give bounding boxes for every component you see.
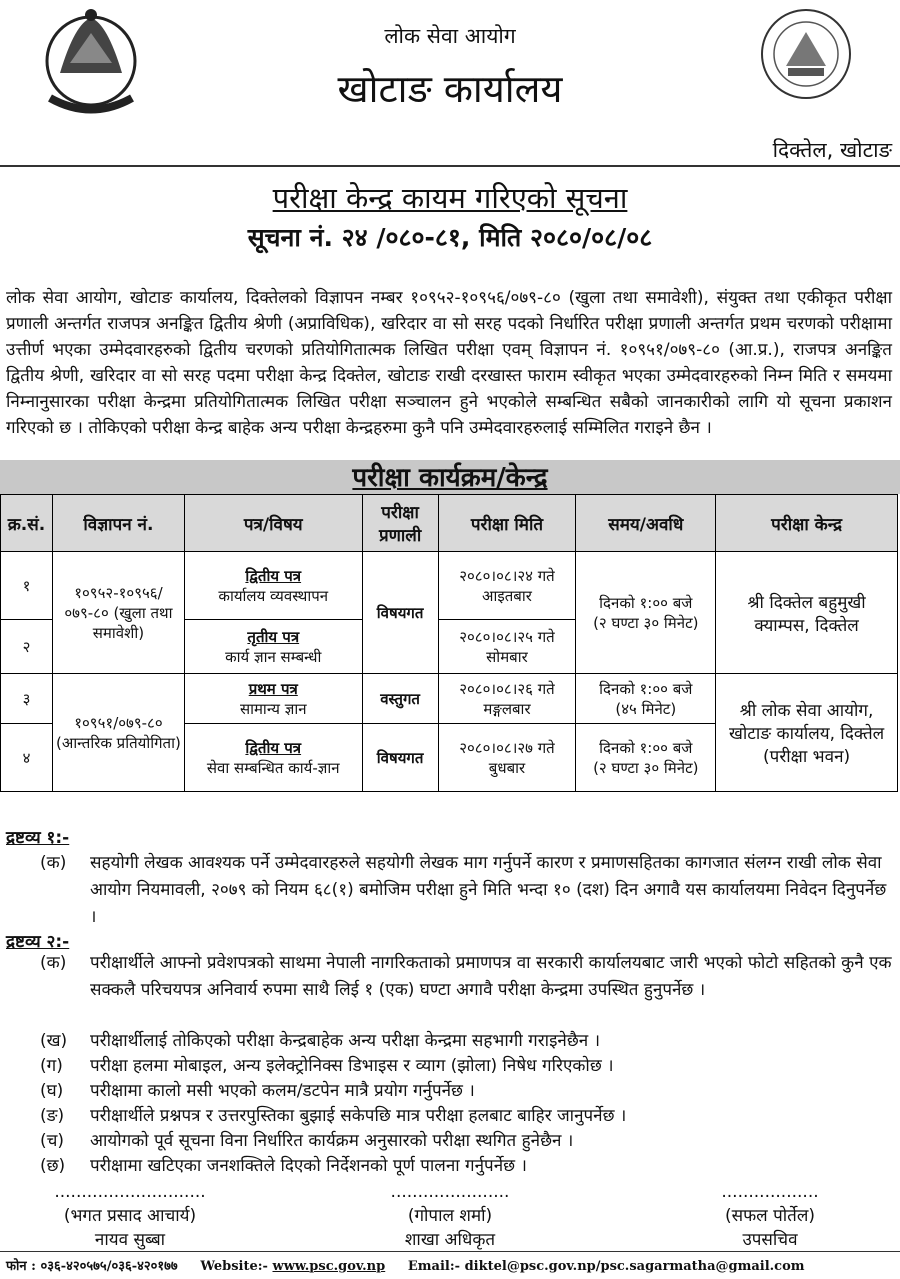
note-text: सहयोगी लेखक आवश्यक पर्ने उम्मेदवारहरुले सहयोगी लेखक माग गर्नुपर्ने कारण र प्रमाणसहितका कागजात संलग्न राखी लोक सेवा आयोग नियमावली, २०७९ को नियम ६८(१) बमोजिम परीक्षा हुने मिति भन्दा १० (दश) दिन अगावै यस कार्यालयमा निवेदन दिनुपर्नेछ । <box>90 853 887 927</box>
header-divider <box>0 165 900 167</box>
row-date <box>438 620 576 674</box>
footer-divider <box>0 1251 900 1252</box>
note-text: परीक्षार्थीलाई तोकिएको परीक्षा केन्द्रबाहेक अन्य परीक्षा केन्द्रमा सहभागी गराइनेछैन । <box>90 1031 601 1051</box>
note-key: (च) <box>40 1131 65 1151</box>
note-text: परीक्षामा खटिएका जनशक्तिले दिएको निर्देशनको पूर्ण पालना गर्नुपर्नेछ । <box>90 1156 527 1176</box>
email-link[interactable]: diktel@psc.gov.np/psc.sagarmatha@gmail.com <box>464 1259 805 1274</box>
note-text: आयोगको पूर्व सूचना विना निर्धारित कार्यक्रम अनुसारको परीक्षा स्थगित हुनेछैन । <box>90 1131 574 1151</box>
note-key: (ङ) <box>40 1106 65 1126</box>
adv-note: (आन्तरिक प्रतियोगिता) <box>56 733 181 752</box>
notice-number: सूचना नं. २४ /०८०-८१, मिति २०८०/०८/०८ <box>247 223 653 252</box>
notice-title: परीक्षा केन्द्र कायम गरिएको सूचना <box>272 181 628 215</box>
col-header-method: परीक्षा प्रणाली <box>362 495 438 552</box>
intro-paragraph: लोक सेवा आयोग, खोटाङ कार्यालय, दिक्तेलको विज्ञापन नम्बर १०९५२-१०९५६/०७९-८० (खुला तथा समावेशी), संयुक्त तथा एकीकृत परीक्षा प्रणाली अन्तर्गत राजपत्र अनङ्कित द्वितीय श्रेणी (अप्राविधिक), खरिदार वा सो सरह पदको निर्धारित परीक्षा प्रणाली अन्तर्गत प्रथम चरणको परीक्षामा उत्तीर्ण भएका उम्मेदवारहरुको द्वितीय चरणको प्रतियोगितात्मक लिखित परीक्षा एवम् विज्ञापन नं. १०९५१/०७९-८० (आ.प्र.), राजपत्र अनङ्कित द्वितीय श्रेणी, खरिदार वा सो सरह पदमा परीक्षा केन्द्र दिक्तेल, खोटाङ राखी दरखास्त फाराम स्वीकृत भएका उम्मेदवारहरुको निम्न मिति र समयमा निम्नानुसारका परीक्षा केन्द्रमा प्रतियोगितात्मक लिखित परीक्षा सञ्चालन हुने भएकोले सम्बन्धित सबैको जानकारीको लागि यो सूचना प्रकाशन गरिएको छ । तोकिएको परीक्षा केन्द्र बाहेक अन्य परीक्षा केन्द्रहरुमा कुनै पनि उम्मेदवारहरुलाई सम्मिलित गराइने छैन । <box>6 288 892 438</box>
note-key: (ग) <box>40 1056 63 1076</box>
col-header-center: परीक्षा केन्द्र <box>716 495 898 552</box>
signature-dots: .................. <box>721 1182 819 1202</box>
note-key: (ख) <box>40 1031 68 1051</box>
office-name: खोटाङ कार्यालय <box>337 67 563 111</box>
col-header-paper: पत्र/विषय <box>184 495 362 552</box>
office-location: दिक्तेल, खोटाङ <box>772 138 892 162</box>
date-text: २०८०।०८।२७ गते <box>459 738 555 757</box>
notes2-item <box>40 1128 892 1155</box>
footer-email-label: Email:- <box>407 1259 461 1274</box>
row-date <box>438 674 576 724</box>
date-text: २०८०।०८।२६ गते <box>459 679 555 698</box>
schedule-title: परीक्षा कार्यक्रम/केन्द्र <box>352 463 548 493</box>
row-adv: १०९५२-१०९५६/ ०७९-८० (खुला तथा समावेशी) <box>52 552 184 674</box>
row-paper <box>184 620 362 674</box>
table-row <box>1 674 898 724</box>
duration-text: (४५ मिनेट) <box>615 699 677 718</box>
note-key: (छ) <box>40 1156 66 1176</box>
table-header-row <box>1 495 898 552</box>
note-text: परीक्षा हलमा मोबाइल, अन्य इलेक्ट्रोनिक्स डिभाइस र व्याग (झोला) निषेध गरिएकोछ । <box>90 1056 614 1076</box>
paper-subject: कार्यालय व्यवस्थापन <box>218 586 329 605</box>
date-text: २०८०।०८।२४ गते <box>459 566 555 585</box>
note-text: परीक्षार्थीले प्रश्नपत्र र उत्तरपुस्तिका बुझाई सकेपछि मात्र परीक्षा हलबाट बाहिर जानुपर्नेछ । <box>90 1106 627 1126</box>
note-text: परीक्षामा कालो मसी भएको कलम/डटपेन मात्रै प्रयोग गर्नुपर्नेछ । <box>90 1081 475 1101</box>
row-method: विषयगत <box>362 724 438 792</box>
signatory-title: उपसचिव <box>742 1230 798 1250</box>
row-date <box>438 552 576 620</box>
row-sn: २ <box>1 620 53 674</box>
duration-text: (२ घण्टा ३० मिनेट) <box>593 613 699 632</box>
notes2-item <box>40 1103 892 1130</box>
row-sn: ४ <box>1 724 53 792</box>
row-date <box>438 724 576 792</box>
row-sn: ३ <box>1 674 53 724</box>
col-header-time: समय/अवधि <box>576 495 716 552</box>
signature-dots: ............................ <box>54 1182 206 1202</box>
paper-subject: सेवा सम्बन्धित कार्य-ज्ञान <box>206 758 340 777</box>
website-link[interactable]: www.psc.gov.np <box>272 1259 386 1274</box>
paper-label: द्वितीय पत्र <box>245 738 302 757</box>
notes2-item <box>40 1078 892 1105</box>
psc-seal <box>758 6 854 118</box>
signatory-title: नायव सुब्बा <box>94 1230 166 1250</box>
notes2-item <box>40 1053 892 1080</box>
note-key: (घ) <box>40 1081 64 1101</box>
row-center: श्री दिक्तेल बहुमुखी क्याम्पस, दिक्तेल <box>716 552 898 674</box>
row-center: श्री लोक सेवा आयोग, खोटाङ कार्यालय, दिक्तेल (परीक्षा भवन) <box>716 674 898 792</box>
signatory-name: (सफल पोर्तेल) <box>724 1206 816 1226</box>
day-text: आइतबार <box>482 586 532 605</box>
row-method: विषयगत <box>362 552 438 674</box>
col-header-date: परीक्षा मिति <box>438 495 576 552</box>
day-text: सोमबार <box>486 647 528 666</box>
table-row <box>1 552 898 620</box>
notes2-heading: द्रष्टव्य २:- <box>6 932 70 952</box>
time-text: दिनको १:०० बजे <box>599 738 693 757</box>
notes2-item <box>40 1028 892 1055</box>
col-header-sn: क्र.सं. <box>1 495 53 552</box>
adv-number: १०९५१/०७९-८० <box>74 713 163 732</box>
signatory-name: (भगत प्रसाद आचार्य) <box>63 1206 197 1226</box>
row-adv <box>52 674 184 792</box>
note-key: (क) <box>40 853 67 873</box>
time-text: दिनको १:०० बजे <box>599 679 693 698</box>
schedule-title-band <box>0 460 900 494</box>
day-text: बुधबार <box>488 758 526 777</box>
signatory-title: शाखा अधिकृत <box>404 1230 496 1250</box>
note-text: परीक्षार्थीले आफ्नो प्रवेशपत्रको साथमा नेपाली नागरिकताको प्रमाणपत्र वा सरकारी कार्यालयबाट जारी भएको फोटो सहितको कुनै एक सक्कलै परिचयपत्र अनिवार्य रुपमा साथै लिई १ (एक) घण्टा अगावै परीक्षा केन्द्रमा उपस्थित हुनुपर्नेछ । <box>90 953 892 1000</box>
paper-label: प्रथम पत्र <box>248 679 298 698</box>
footer-contact <box>6 1256 805 1274</box>
notes1-heading: द्रष्टव्य १:- <box>6 828 70 848</box>
signatory-name: (गोपाल शर्मा) <box>407 1206 493 1226</box>
row-paper <box>184 674 362 724</box>
signature-dots: ...................... <box>390 1182 510 1202</box>
row-time <box>576 552 716 674</box>
footer-website-label: Website:- <box>200 1259 268 1274</box>
date-text: २०८०।०८।२५ गते <box>459 627 555 646</box>
col-header-adv: विज्ञापन नं. <box>52 495 184 552</box>
paper-label: द्वितीय पत्र <box>245 566 302 585</box>
notes2-item <box>40 1153 892 1180</box>
row-method: वस्तुगत <box>362 674 438 724</box>
org-name: लोक सेवा आयोग <box>384 24 516 48</box>
row-sn: १ <box>1 552 53 620</box>
time-text: दिनको १:०० बजे <box>599 593 693 612</box>
footer-phone: फोन : ०३६-४२०५७५/०३६-४२०१७७ <box>6 1259 178 1274</box>
notes1-item <box>40 850 892 931</box>
duration-text: (२ घण्टा ३० मिनेट) <box>593 758 699 777</box>
row-paper <box>184 724 362 792</box>
day-text: मङ्गलबार <box>483 699 531 718</box>
paper-label: तृतीय पत्र <box>247 627 300 646</box>
signature-block <box>320 1180 580 1252</box>
row-time <box>576 674 716 724</box>
signature-block <box>0 1180 260 1252</box>
paper-subject: कार्य ज्ञान सम्बन्धी <box>225 647 322 666</box>
row-time <box>576 724 716 792</box>
paper-subject: सामान्य ज्ञान <box>239 699 307 718</box>
signature-block <box>640 1180 900 1252</box>
row-paper <box>184 552 362 620</box>
note-key: (क) <box>40 953 67 973</box>
notes2-item <box>40 950 892 1004</box>
exam-schedule-table <box>0 494 898 792</box>
